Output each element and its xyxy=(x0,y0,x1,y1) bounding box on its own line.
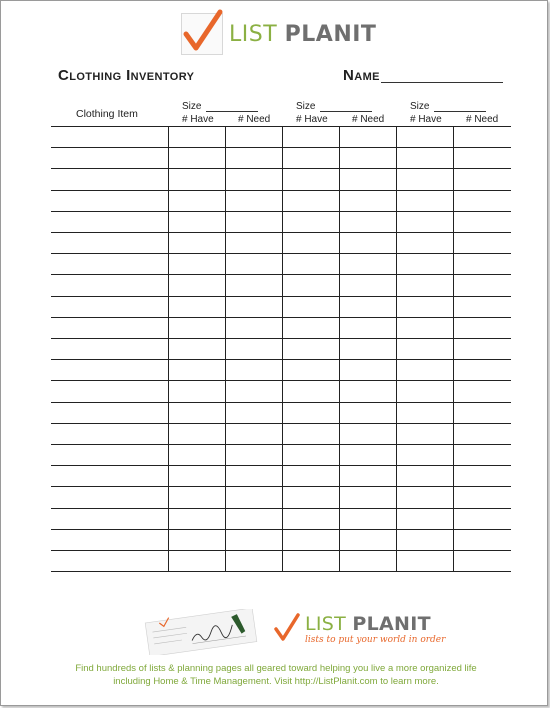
table-row-line xyxy=(51,529,511,530)
table-row-line xyxy=(51,253,511,254)
table-row-line xyxy=(51,465,511,466)
table-row-line xyxy=(51,296,511,297)
footer-line-2: including Home & Time Management. Visit http://ListPlanit.com to learn more. xyxy=(113,676,439,687)
table-row-line xyxy=(51,232,511,233)
table-row-line xyxy=(51,147,511,148)
table-column-divider xyxy=(453,126,454,571)
size-label-1: Size xyxy=(182,101,202,112)
table-row-line xyxy=(51,486,511,487)
table-column-divider xyxy=(396,126,397,571)
footer-line-1: Find hundreds of lists & planning pages all geared toward helping you live a more organized life xyxy=(75,663,477,674)
size-field-line-1[interactable] xyxy=(206,111,258,112)
footer-wordmark xyxy=(305,613,445,635)
table-column-divider xyxy=(225,126,226,571)
list-planit-logo xyxy=(181,11,391,57)
document-title: Clothing Inventory xyxy=(58,67,195,84)
table-row-line xyxy=(51,444,511,445)
table-row-line xyxy=(51,274,511,275)
size-label-3: Size xyxy=(410,101,430,112)
checkmark-icon xyxy=(181,13,223,55)
size-label-2: Size xyxy=(296,101,316,112)
checkmark-icon xyxy=(273,613,301,641)
table-row-line xyxy=(51,402,511,403)
table-column-divider xyxy=(339,126,340,571)
footer-description xyxy=(31,662,521,688)
footer-logo-word-list: LIST xyxy=(305,613,347,635)
inventory-table xyxy=(51,99,511,573)
table-row-line xyxy=(51,168,511,169)
size-field-line-2[interactable] xyxy=(320,111,372,112)
signature-graphic xyxy=(141,609,265,655)
footer-tagline: lists to put your world in order xyxy=(305,635,446,645)
logo-word-planit: PLANIT xyxy=(284,21,377,47)
table-row-line xyxy=(51,423,511,424)
table-row-line xyxy=(51,508,511,509)
need-header-3: # Need xyxy=(466,114,499,125)
need-header-2: # Need xyxy=(352,114,385,125)
table-row-line xyxy=(51,550,511,551)
logo-word-list: LIST xyxy=(229,21,278,47)
header-rule xyxy=(51,126,511,127)
table-row-line xyxy=(51,317,511,318)
have-header-1: # Have xyxy=(182,114,214,125)
clothing-item-header: Clothing Item xyxy=(76,108,138,120)
table-row-line xyxy=(51,380,511,381)
name-label: Name xyxy=(343,67,380,84)
size-field-line-3[interactable] xyxy=(434,111,486,112)
name-field-line[interactable] xyxy=(381,82,503,83)
footer-logo xyxy=(273,613,445,645)
table-row-line xyxy=(51,190,511,191)
table-row-line xyxy=(51,571,511,572)
logo-wordmark xyxy=(229,22,376,47)
table-row-line xyxy=(51,338,511,339)
have-header-2: # Have xyxy=(296,114,328,125)
footer-logo-word-planit: PLANIT xyxy=(352,613,431,635)
table-row-line xyxy=(51,211,511,212)
have-header-3: # Have xyxy=(410,114,442,125)
table-column-divider xyxy=(168,126,169,571)
table-row-line xyxy=(51,359,511,360)
table-column-divider xyxy=(282,126,283,571)
need-header-1: # Need xyxy=(238,114,271,125)
